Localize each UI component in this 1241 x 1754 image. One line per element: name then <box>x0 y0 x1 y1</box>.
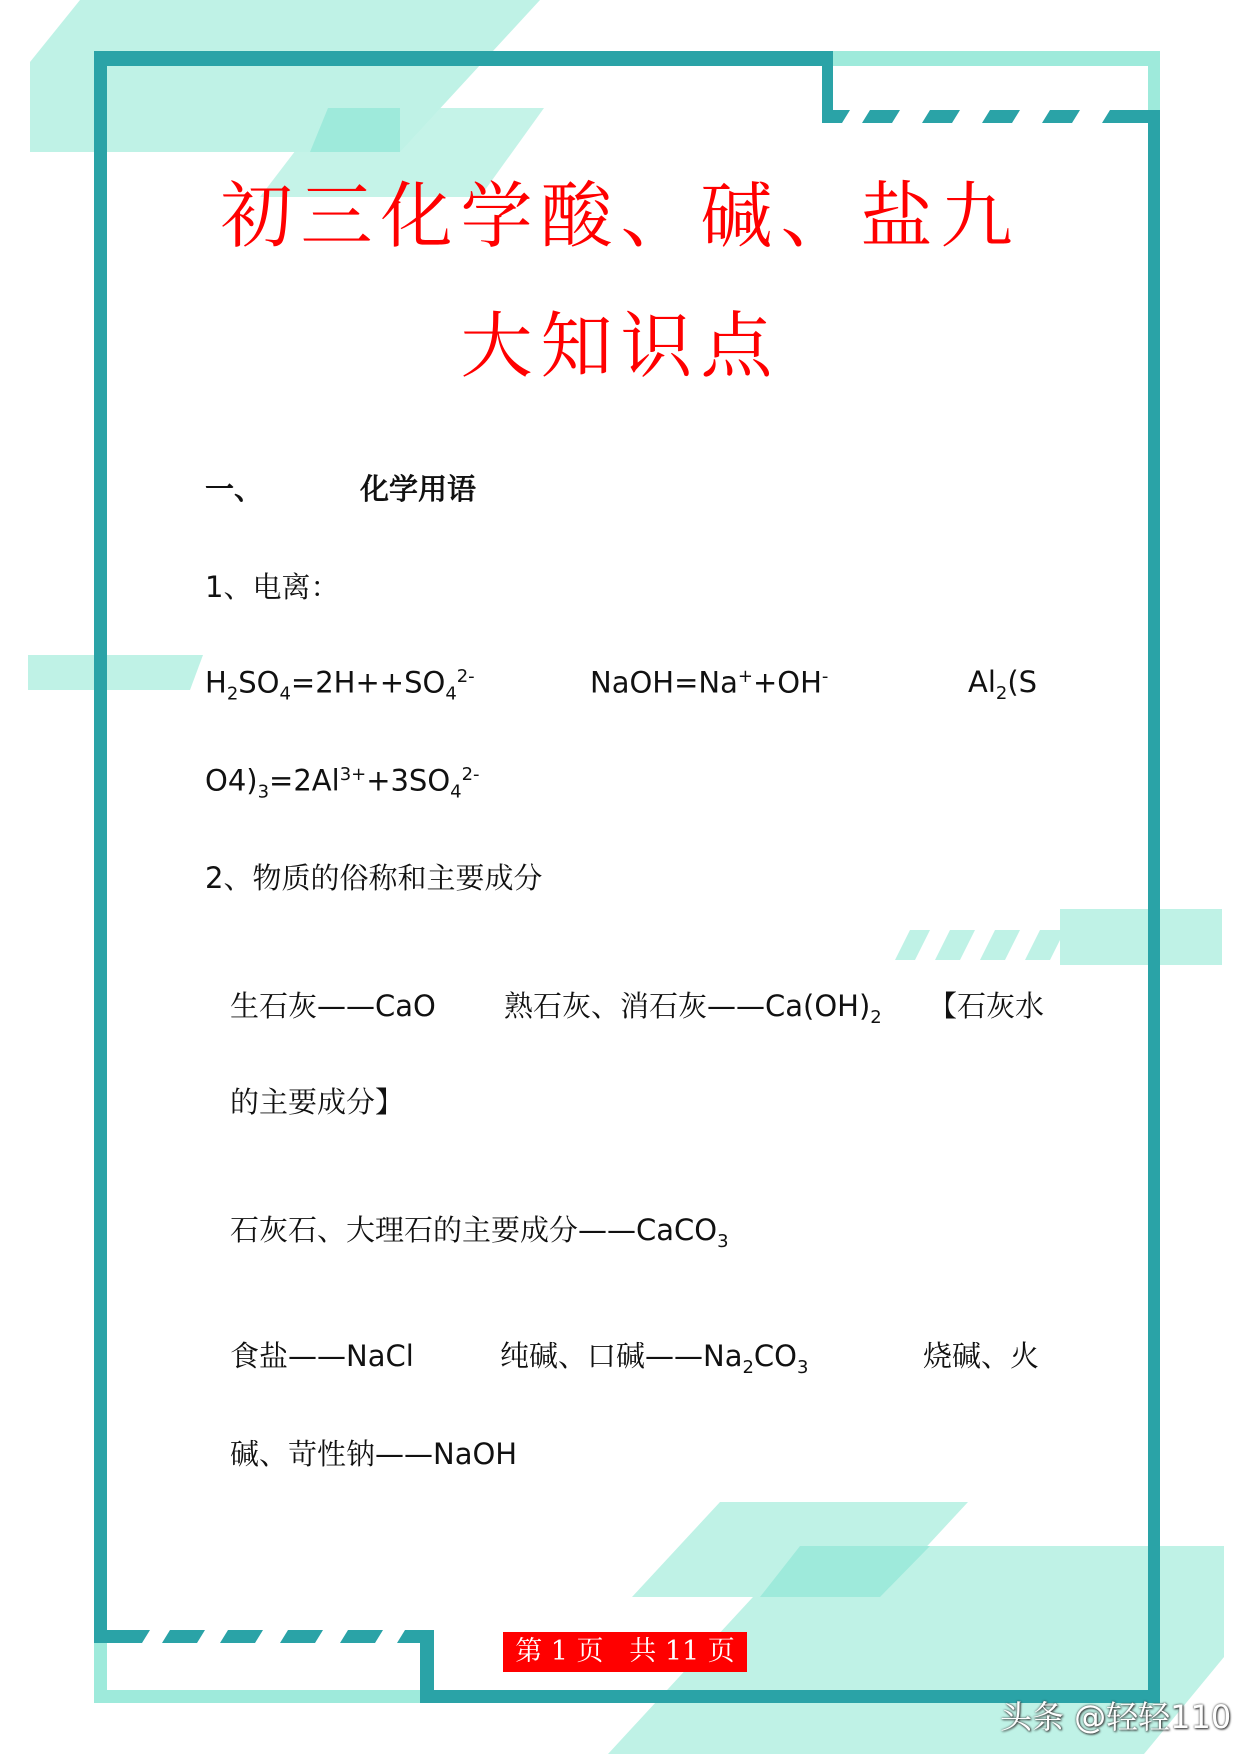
section-heading: 化学用语 <box>360 472 477 506</box>
title-line-2: 大知识点 <box>460 304 781 388</box>
equation-naoh: NaOH=Na++OH- <box>590 665 829 700</box>
name-limewater-note-end: 的主要成分】 <box>230 1085 405 1119</box>
equation-al2so43-start: $Al_2(S$ <box>968 665 1038 704</box>
name-salt: 食盐——NaCl <box>230 1339 414 1373</box>
title-line-1: 初三化学酸、碱、盐九 <box>220 174 1021 258</box>
name-quicklime: 生石灰——CaO <box>230 989 436 1023</box>
page-number-badge: 第 1 页 共 11 页 <box>503 1632 747 1672</box>
name-caustic-soda-end: 碱、苛性钠——NaOH <box>230 1437 518 1471</box>
item-2-label: 2、物质的俗称和主要成分 <box>205 861 543 895</box>
name-slaked-lime: 熟石灰、消石灰$——Ca(OH)_2$ <box>504 989 882 1028</box>
name-caustic-soda: 烧碱、火 <box>923 1339 1040 1373</box>
equation-al2so43-end: $O4)_3=2Al^{3+}+3SO_4^{2-}$ <box>205 763 480 803</box>
watermark: 头条 @轻轻110 <box>1000 1698 1232 1736</box>
equation-h2so4: $H_2SO_4=2H++SO_4^{2-}$ <box>205 665 475 705</box>
name-soda-ash: 纯碱、口碱$——Na_2CO_3$ <box>500 1339 809 1378</box>
section-number: 一、 <box>205 472 264 506</box>
item-1-label: 1、电离： <box>205 570 340 604</box>
name-limestone: 石灰石、大理石的主要成分——CaCO$_3$ <box>230 1213 729 1252</box>
name-limewater-note: 【石灰水 <box>928 989 1045 1023</box>
